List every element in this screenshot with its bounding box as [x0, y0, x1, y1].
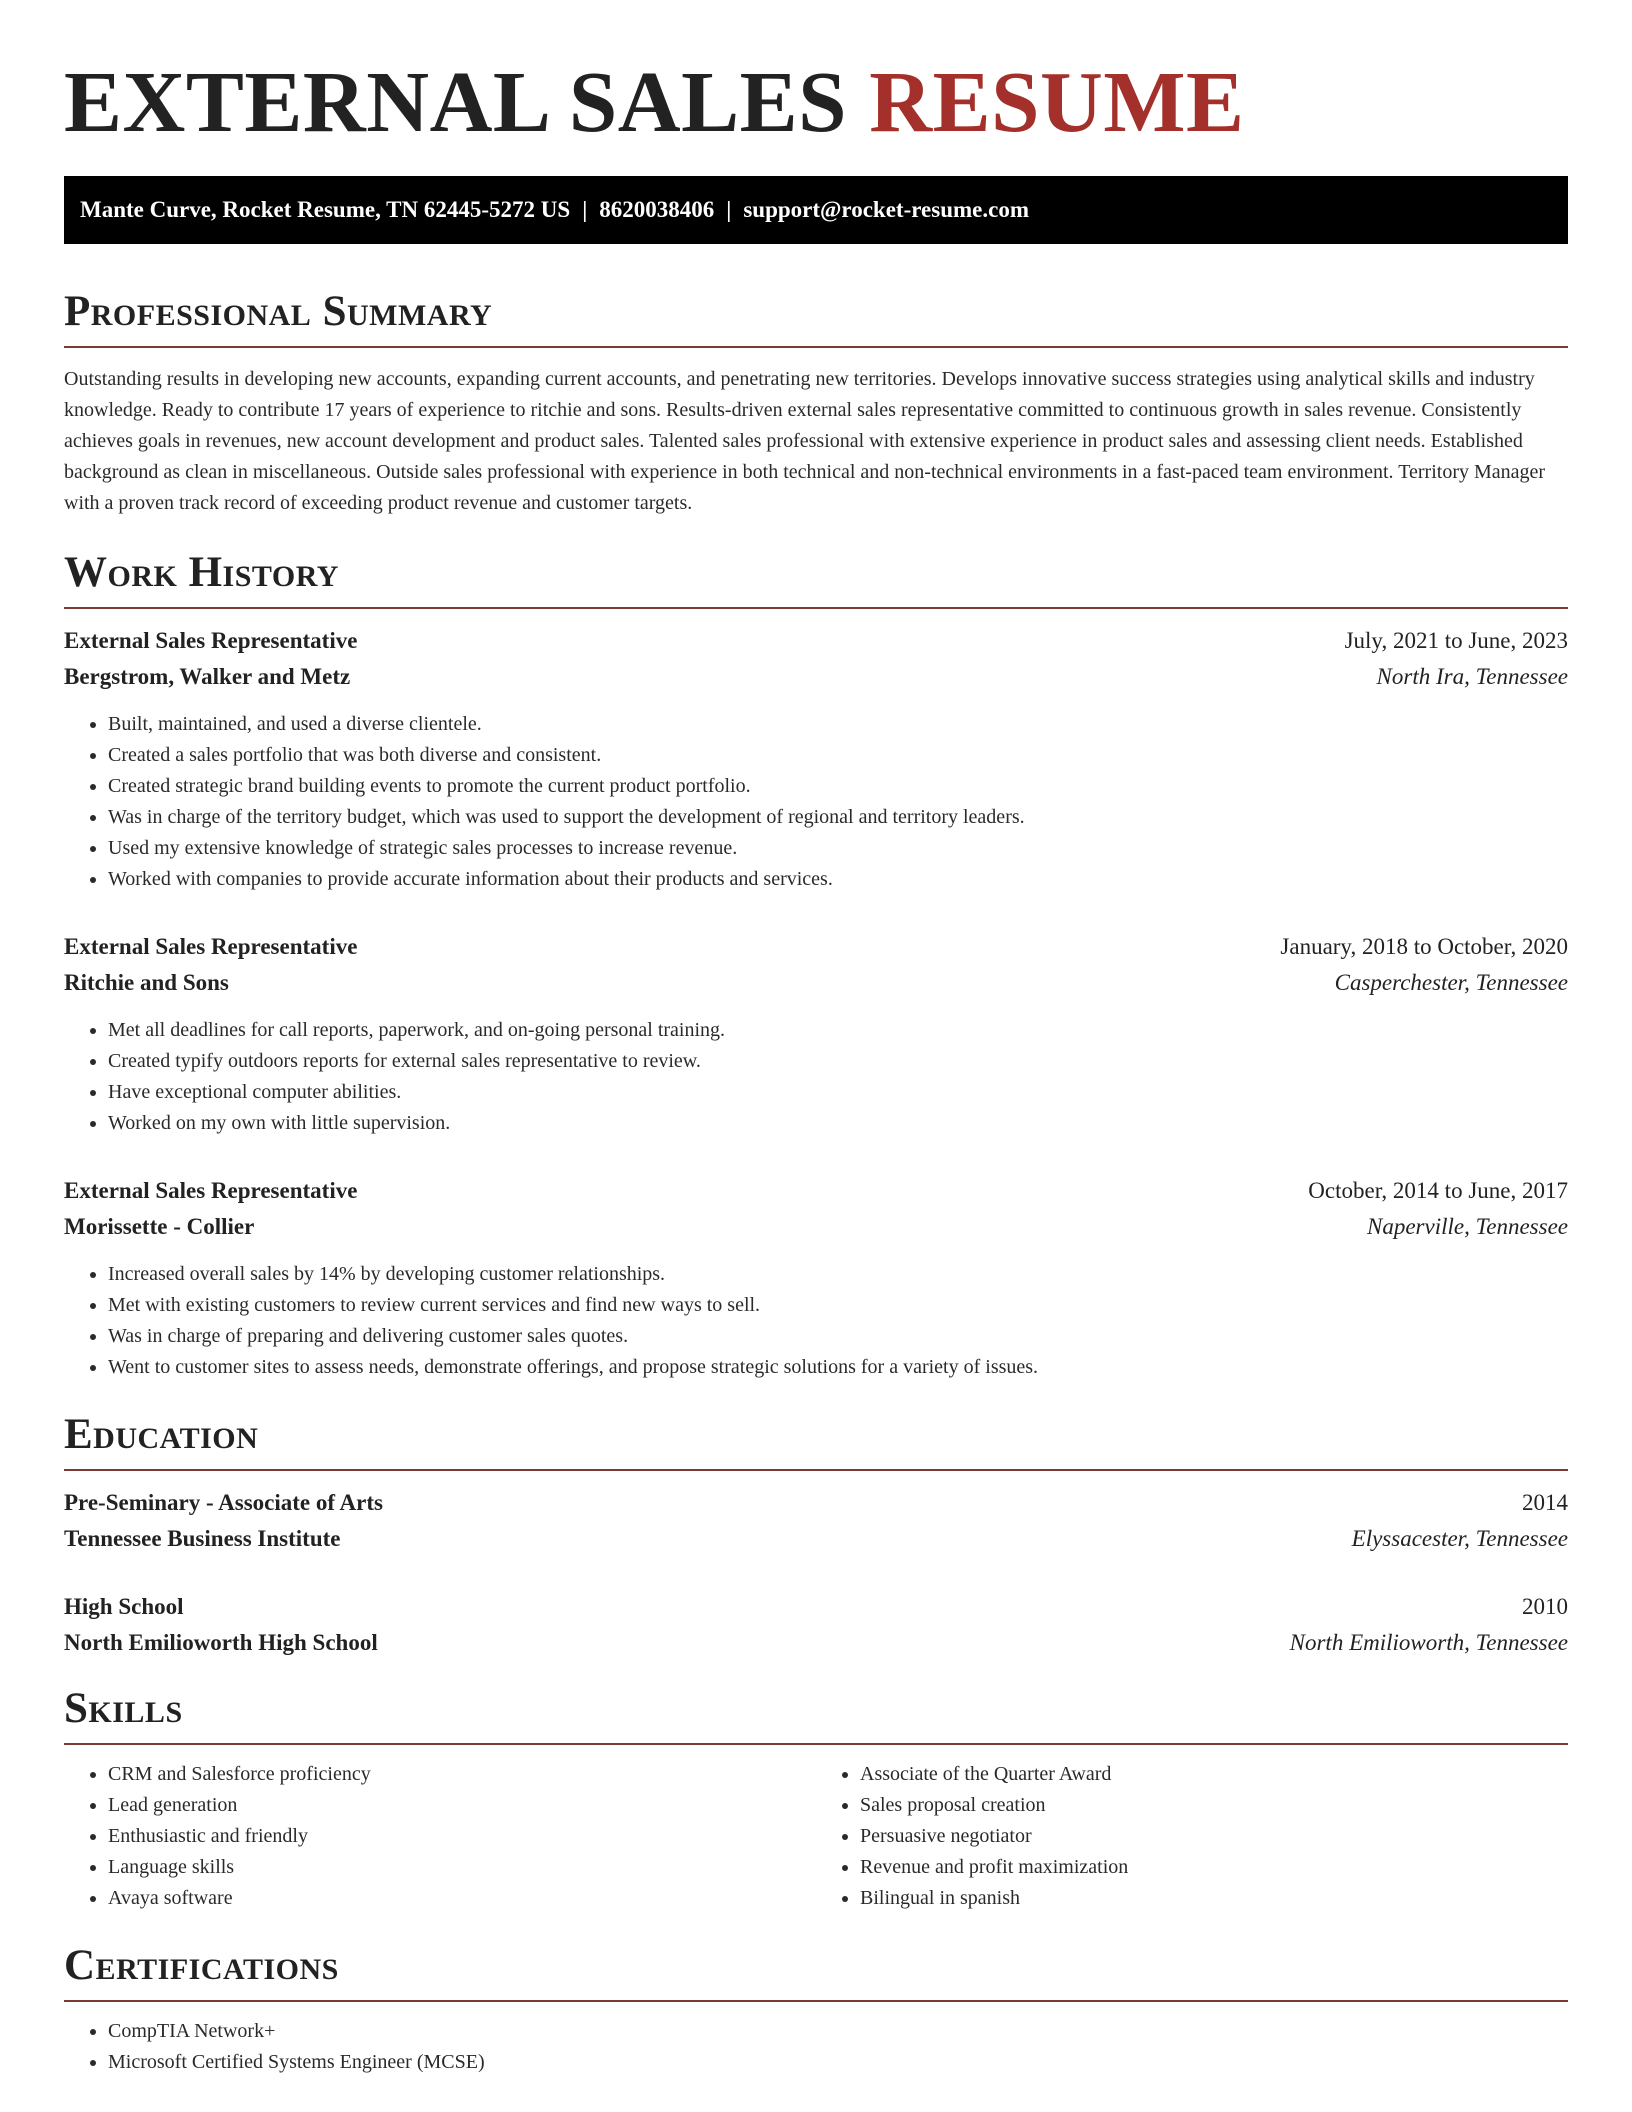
education-location: Elyssacester, Tennessee [1351, 1526, 1568, 1551]
work-history-section [64, 547, 1568, 1383]
job-company-row [64, 1209, 1568, 1245]
list-item: • Sales proposal creation [860, 1790, 1568, 1821]
education-year: 2010 [1522, 1594, 1568, 1619]
education-heading: Education [64, 1411, 259, 1458]
job-bullets [64, 1015, 1568, 1139]
job-entry [64, 1173, 1568, 1383]
job-company-row [64, 965, 1568, 1001]
job-dates: October, 2014 to June, 2017 [1308, 1178, 1568, 1203]
list-item: • Met all deadlines for call reports, paperwork, and on-going personal training. [108, 1015, 1568, 1046]
list-item: • Bilingual in spanish [860, 1883, 1568, 1914]
list-item: • Used my extensive knowledge of strategic sales processes to increase revenue. [108, 833, 1568, 864]
list-item: • Created strategic brand building events to promote the current product portfolio. [108, 771, 1568, 802]
job-dates: January, 2018 to October, 2020 [1280, 934, 1568, 959]
section-divider [64, 1743, 1568, 1745]
list-item: • Avaya software [108, 1883, 816, 1914]
list-item: • CRM and Salesforce proficiency [108, 1759, 816, 1790]
job-header-row [64, 929, 1568, 965]
education-location: North Emilioworth, Tennessee [1289, 1630, 1568, 1655]
list-item: • CompTIA Network+ [108, 2016, 1568, 2047]
list-item: • Revenue and profit maximization [860, 1852, 1568, 1883]
job-location: North Ira, Tennessee [1376, 664, 1568, 689]
list-item: • Language skills [108, 1852, 816, 1883]
job-bullets [64, 709, 1568, 895]
job-header-row [64, 1173, 1568, 1209]
contact-phone[interactable]: 8620038406 [599, 197, 715, 222]
list-item: • Met with existing customers to review current services and find new ways to sell. [108, 1290, 1568, 1321]
job-title: External Sales Representative [64, 934, 358, 959]
education-degree-row [64, 1485, 1568, 1521]
list-item: • Associate of the Quarter Award [860, 1759, 1568, 1790]
job-company: Morissette - Collier [64, 1214, 255, 1239]
skills-list-left [64, 1759, 816, 1914]
job-dates: July, 2021 to June, 2023 [1344, 628, 1568, 653]
section-divider [64, 1469, 1568, 1471]
list-item: • Worked on my own with little supervision. [108, 1108, 1568, 1139]
title-main: EXTERNAL SALES [64, 53, 848, 150]
certifications-heading: Certifications [64, 1942, 339, 1989]
list-item: • Created typify outdoors reports for external sales representative to review. [108, 1046, 1568, 1077]
section-divider [64, 607, 1568, 609]
summary-heading: Professional Summary [64, 288, 493, 335]
skills-section [64, 1683, 1568, 1914]
list-item: • Microsoft Certified Systems Engineer (MCSE) [108, 2047, 1568, 2078]
contact-email[interactable]: support@rocket-resume.com [743, 197, 1029, 222]
list-item: • Increased overall sales by 14% by developing customer relationships. [108, 1259, 1568, 1290]
education-degree-row [64, 1589, 1568, 1625]
job-header-row [64, 623, 1568, 659]
job-bullets [64, 1259, 1568, 1383]
work-history-heading: Work History [64, 549, 339, 596]
list-item: • Was in charge of preparing and delivering customer sales quotes. [108, 1321, 1568, 1352]
job-title: External Sales Representative [64, 1178, 358, 1203]
section-divider [64, 2000, 1568, 2002]
list-item: • Built, maintained, and used a diverse clientele. [108, 709, 1568, 740]
education-year: 2014 [1522, 1490, 1568, 1515]
job-entry [64, 929, 1568, 1139]
job-entry [64, 623, 1568, 895]
list-item: • Persuasive negotiator [860, 1821, 1568, 1852]
education-entry [64, 1485, 1568, 1557]
job-title: External Sales Representative [64, 628, 358, 653]
summary-section [64, 286, 1568, 519]
certifications-section [64, 1940, 1568, 2078]
list-item: • Was in charge of the territory budget, which was used to support the development of regional and territory leaders. [108, 802, 1568, 833]
contact-separator: | [726, 197, 732, 222]
contact-bar [64, 176, 1568, 244]
list-item: • Worked with companies to provide accurate information about their products and services. [108, 864, 1568, 895]
education-school-row [64, 1521, 1568, 1557]
list-item: • Went to customer sites to assess needs, demonstrate offerings, and propose strategic solutions for a variety of issues. [108, 1352, 1568, 1383]
list-item: • Have exceptional computer abilities. [108, 1077, 1568, 1108]
skills-columns [64, 1759, 1568, 1914]
section-divider [64, 346, 1568, 348]
education-school: North Emilioworth High School [64, 1630, 378, 1655]
education-degree: Pre-Seminary - Associate of Arts [64, 1490, 383, 1515]
education-section [64, 1409, 1568, 1661]
skills-heading: Skills [64, 1685, 183, 1732]
job-location: Naperville, Tennessee [1366, 1214, 1568, 1239]
education-school-row [64, 1625, 1568, 1661]
summary-text: Outstanding results in developing new accounts, expanding current accounts, and penetrating new territories. Develops innovative success strategies using analytical skills and industry knowledge. Ready to contribute 17 years of experience to ritchie and sons. Results-driven external sales representative committed to continuous growth in sales revenue. Consistently achieves goals in revenues, new account development and product sales. Talented sales professional with extensive experience in product sales and assessing client needs. Established background as clean in miscellaneous. Outside sales professional with experience in both technical and non-technical environments in a fast-paced team environment. Territory Manager with a proven track record of exceeding product revenue and customer targets. [64, 368, 1546, 514]
contact-separator: | [582, 197, 588, 222]
skills-list-right [816, 1759, 1568, 1914]
certifications-list [64, 2016, 1568, 2078]
education-school: Tennessee Business Institute [64, 1526, 341, 1551]
job-location: Casperchester, Tennessee [1334, 970, 1568, 995]
job-company-row [64, 659, 1568, 695]
contact-address: Mante Curve, Rocket Resume, TN 62445-5272 US [80, 197, 571, 222]
title-accent: RESUME [869, 53, 1245, 150]
job-company: Bergstrom, Walker and Metz [64, 664, 351, 689]
list-item: • Created a sales portfolio that was both diverse and consistent. [108, 740, 1568, 771]
job-company: Ritchie and Sons [64, 970, 229, 995]
education-entry [64, 1589, 1568, 1661]
resume-title [64, 52, 1568, 152]
list-item: • Enthusiastic and friendly [108, 1821, 816, 1852]
education-degree: High School [64, 1594, 184, 1619]
list-item: • Lead generation [108, 1790, 816, 1821]
